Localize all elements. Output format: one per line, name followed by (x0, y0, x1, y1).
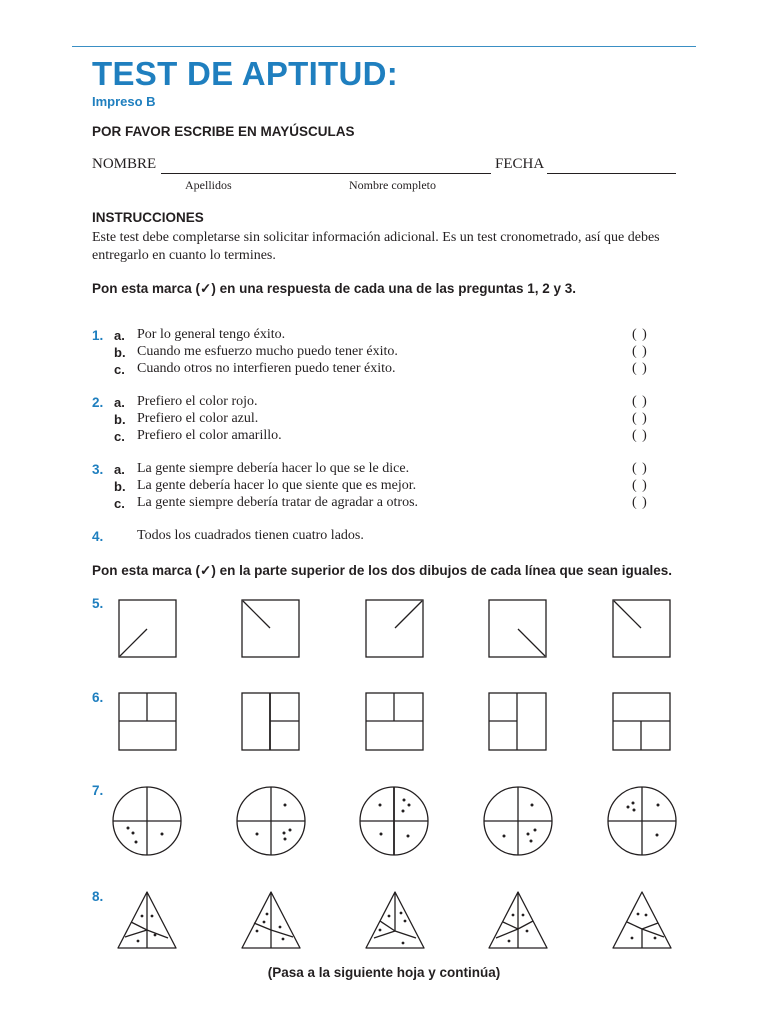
figure-triangle-dots[interactable] (364, 891, 426, 951)
answer-box[interactable]: ( ) (632, 344, 648, 359)
figure-square-diagonal[interactable] (612, 599, 672, 659)
option-text: Prefiero el color amarillo. (137, 428, 282, 443)
date-field[interactable] (547, 173, 676, 174)
figure-triangle-dots[interactable] (240, 891, 302, 951)
form-subtitle: Impreso B (92, 94, 156, 109)
figure-triangle-dots[interactable] (116, 891, 178, 951)
figure-square-divided[interactable] (612, 692, 672, 752)
answer-box[interactable]: ( ) (632, 411, 648, 426)
question-number: 8. (92, 889, 104, 904)
option-text: Cuando me esfuerzo mucho puedo tener éxito. (137, 344, 398, 359)
name-field[interactable] (161, 173, 491, 174)
name-label: NOMBRE (92, 156, 157, 172)
option-letter: c. (114, 496, 125, 511)
figure-circle-dots[interactable] (358, 785, 430, 857)
option-letter: b. (114, 479, 126, 494)
fullname-hint: Nombre completo (349, 178, 436, 192)
option-text: La gente debería hacer lo que siente que es mejor. (137, 478, 417, 493)
option-letter: a. (114, 462, 125, 477)
header-rule (72, 46, 696, 47)
question-text: Todos los cuadrados tienen cuatro lados. (137, 528, 364, 543)
option-text: Cuando otros no interfieren puedo tener éxito. (137, 361, 396, 376)
page-title: TEST DE APTITUD: (92, 55, 399, 92)
figure-triangle-dots[interactable] (487, 891, 549, 951)
answer-box[interactable]: ( ) (632, 495, 648, 510)
option-letter: c. (114, 362, 125, 377)
figure-square-diagonal[interactable] (118, 599, 178, 659)
section1-heading: Pon esta marca (✓) en una respuesta de cada una de las preguntas 1, 2 y 3. (92, 281, 576, 296)
question-number: 7. (92, 783, 104, 798)
page-footer: (Pasa a la siguiente hoja y continúa) (267, 965, 501, 980)
figure-triangle-dots[interactable] (611, 891, 673, 951)
instructions-line: entregarlo en cuanto lo termines. (92, 248, 276, 263)
date-label: FECHA (495, 156, 545, 172)
answer-box[interactable]: ( ) (632, 361, 648, 376)
figure-square-divided[interactable] (365, 692, 425, 752)
surname-hint: Apellidos (185, 178, 232, 192)
instructions-text (92, 229, 692, 265)
caps-note: POR FAVOR ESCRIBE EN MAYÚSCULAS (92, 124, 355, 139)
option-text: La gente siempre debería hacer lo que se le dice. (137, 461, 410, 476)
answer-box[interactable]: ( ) (632, 478, 648, 493)
figure-square-divided[interactable] (488, 692, 548, 752)
figure-square-diagonal[interactable] (488, 599, 548, 659)
option-letter: b. (114, 412, 126, 427)
instructions-heading: INSTRUCCIONES (92, 210, 204, 225)
option-letter: c. (114, 429, 125, 444)
figure-square-divided[interactable] (241, 692, 301, 752)
section2-heading: Pon esta marca (✓) en la parte superior de los dos dibujos de cada línea que sean iguales. (92, 563, 672, 578)
option-letter: a. (114, 395, 125, 410)
answer-box[interactable]: ( ) (632, 428, 648, 443)
answer-box[interactable]: ( ) (632, 394, 648, 409)
figure-circle-dots[interactable] (482, 785, 554, 857)
question-number: 5. (92, 596, 104, 611)
answer-box[interactable]: ( ) (632, 461, 648, 476)
option-letter: a. (114, 328, 125, 343)
figure-square-divided[interactable] (118, 692, 178, 752)
figure-circle-dots[interactable] (606, 785, 678, 857)
question-number: 4. (92, 529, 104, 544)
option-text: Prefiero el color azul. (137, 411, 259, 426)
instructions-line: Este test debe completarse sin solicitar información adicional. Es un test cronometrado, así que debes (92, 230, 660, 245)
question-number: 2. (92, 395, 104, 410)
answer-box[interactable]: ( ) (632, 327, 648, 342)
figure-square-diagonal[interactable] (365, 599, 425, 659)
question-number: 1. (92, 328, 104, 343)
figure-circle-dots[interactable] (111, 785, 183, 857)
figure-circle-dots[interactable] (235, 785, 307, 857)
figure-square-diagonal[interactable] (241, 599, 301, 659)
option-text: La gente siempre debería tratar de agradar a otros. (137, 495, 419, 510)
option-letter: b. (114, 345, 126, 360)
question-number: 6. (92, 690, 104, 705)
question-number: 3. (92, 462, 104, 477)
option-text: Prefiero el color rojo. (137, 394, 258, 409)
option-text: Por lo general tengo éxito. (137, 327, 286, 342)
